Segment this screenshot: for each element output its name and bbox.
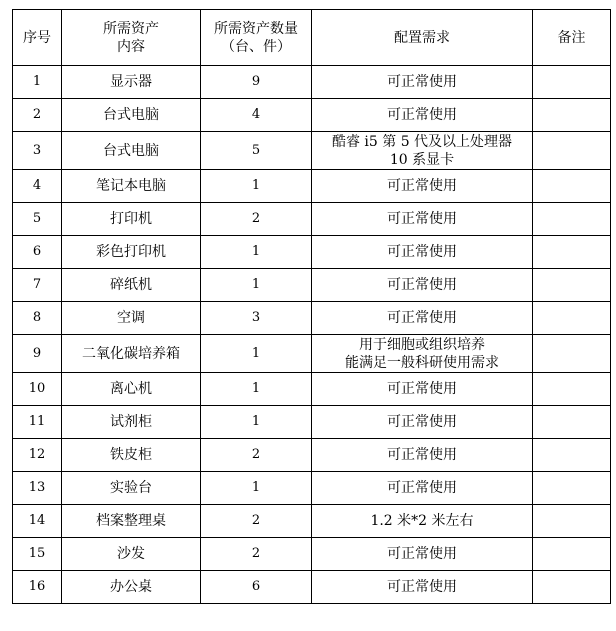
cell-no: 15 <box>13 538 62 571</box>
requirement-line: 可正常使用 <box>387 546 457 562</box>
cell-quantity: 9 <box>201 66 312 99</box>
table-row <box>13 269 611 302</box>
table-row <box>13 505 611 538</box>
cell-no: 13 <box>13 472 62 505</box>
table-row <box>13 302 611 335</box>
cell-requirement <box>312 373 533 406</box>
cell-asset-name: 碎纸机 <box>62 269 201 302</box>
cell-quantity: 1 <box>201 170 312 203</box>
cell-requirement <box>312 170 533 203</box>
cell-asset-name: 办公桌 <box>62 571 201 604</box>
requirement-line: 可正常使用 <box>387 579 457 595</box>
table-header <box>13 10 611 66</box>
header-row <box>13 10 611 66</box>
table-row <box>13 373 611 406</box>
cell-no: 1 <box>13 66 62 99</box>
cell-no: 12 <box>13 439 62 472</box>
cell-note <box>533 236 611 269</box>
table-body <box>13 66 611 604</box>
cell-quantity: 2 <box>201 439 312 472</box>
cell-requirement <box>312 505 533 538</box>
header-no: 序号 <box>13 10 62 66</box>
table-row <box>13 170 611 203</box>
header-note: 备注 <box>533 10 611 66</box>
cell-asset-name: 沙发 <box>62 538 201 571</box>
cell-quantity: 1 <box>201 236 312 269</box>
cell-note <box>533 335 611 373</box>
cell-note <box>533 406 611 439</box>
cell-asset-name: 空调 <box>62 302 201 335</box>
cell-quantity: 5 <box>201 132 312 170</box>
table-row <box>13 538 611 571</box>
cell-no: 8 <box>13 302 62 335</box>
requirement-line: 可正常使用 <box>387 277 457 293</box>
cell-asset-name: 档案整理桌 <box>62 505 201 538</box>
table-row <box>13 99 611 132</box>
cell-no: 5 <box>13 203 62 236</box>
cell-requirement <box>312 439 533 472</box>
cell-requirement <box>312 406 533 439</box>
requirement-line: 酷睿 i5 第 5 代及以上处理器 <box>331 133 513 150</box>
cell-note <box>533 373 611 406</box>
requirement-line: 可正常使用 <box>387 414 457 430</box>
cell-asset-name: 台式电脑 <box>62 132 201 170</box>
header-requirement: 配置需求 <box>312 10 533 66</box>
cell-quantity: 1 <box>201 373 312 406</box>
cell-no: 14 <box>13 505 62 538</box>
cell-note <box>533 170 611 203</box>
cell-note <box>533 505 611 538</box>
requirement-line: 可正常使用 <box>387 480 457 496</box>
cell-requirement <box>312 571 533 604</box>
cell-asset-name: 彩色打印机 <box>62 236 201 269</box>
requirement-line: 用于细胞或组织培养 <box>359 336 485 353</box>
cell-no: 7 <box>13 269 62 302</box>
cell-asset-name: 显示器 <box>62 66 201 99</box>
cell-quantity: 3 <box>201 302 312 335</box>
cell-quantity: 1 <box>201 269 312 302</box>
cell-requirement <box>312 269 533 302</box>
cell-requirement <box>312 335 533 373</box>
cell-quantity: 1 <box>201 335 312 373</box>
requirement-line: 可正常使用 <box>387 178 457 194</box>
table-row <box>13 571 611 604</box>
cell-quantity: 2 <box>201 538 312 571</box>
cell-asset-name: 实验台 <box>62 472 201 505</box>
cell-note <box>533 66 611 99</box>
cell-note <box>533 203 611 236</box>
cell-no: 9 <box>13 335 62 373</box>
header-asset-name: 所需资产 内容 <box>62 10 201 66</box>
cell-asset-name: 试剂柜 <box>62 406 201 439</box>
cell-no: 3 <box>13 132 62 170</box>
cell-no: 10 <box>13 373 62 406</box>
table-row <box>13 406 611 439</box>
cell-asset-name: 笔记本电脑 <box>62 170 201 203</box>
header-quantity: 所需资产数量 （台、件） <box>201 10 312 66</box>
cell-note <box>533 99 611 132</box>
cell-requirement <box>312 99 533 132</box>
cell-requirement <box>312 66 533 99</box>
asset-requirements-table <box>12 9 611 604</box>
table-row <box>13 66 611 99</box>
cell-note <box>533 269 611 302</box>
cell-asset-name: 二氧化碳培养箱 <box>62 335 201 373</box>
cell-asset-name: 离心机 <box>62 373 201 406</box>
table-row <box>13 335 611 373</box>
cell-no: 16 <box>13 571 62 604</box>
cell-note <box>533 472 611 505</box>
table-row <box>13 472 611 505</box>
requirement-line: 能满足一般科研使用需求 <box>345 354 499 371</box>
cell-note <box>533 439 611 472</box>
cell-note <box>533 571 611 604</box>
cell-asset-name: 铁皮柜 <box>62 439 201 472</box>
cell-quantity: 2 <box>201 505 312 538</box>
requirement-line: 10 系显卡 <box>389 151 455 168</box>
cell-quantity: 2 <box>201 203 312 236</box>
cell-no: 6 <box>13 236 62 269</box>
requirement-line: 可正常使用 <box>387 447 457 463</box>
table-row <box>13 132 611 170</box>
cell-no: 11 <box>13 406 62 439</box>
requirement-line: 可正常使用 <box>387 107 457 123</box>
cell-asset-name: 台式电脑 <box>62 99 201 132</box>
cell-quantity: 1 <box>201 406 312 439</box>
cell-quantity: 4 <box>201 99 312 132</box>
requirement-line: 可正常使用 <box>387 211 457 227</box>
table-row <box>13 439 611 472</box>
cell-requirement <box>312 538 533 571</box>
cell-note <box>533 302 611 335</box>
cell-requirement <box>312 203 533 236</box>
cell-no: 2 <box>13 99 62 132</box>
requirement-line: 可正常使用 <box>387 381 457 397</box>
requirement-line: 1.2 米*2 米左右 <box>370 513 474 529</box>
cell-note <box>533 132 611 170</box>
cell-no: 4 <box>13 170 62 203</box>
cell-requirement <box>312 302 533 335</box>
requirement-line: 可正常使用 <box>387 310 457 326</box>
cell-asset-name: 打印机 <box>62 203 201 236</box>
cell-requirement <box>312 236 533 269</box>
requirement-line: 可正常使用 <box>387 244 457 260</box>
table-row <box>13 236 611 269</box>
requirement-line: 可正常使用 <box>387 74 457 90</box>
cell-quantity: 6 <box>201 571 312 604</box>
cell-quantity: 1 <box>201 472 312 505</box>
cell-note <box>533 538 611 571</box>
cell-requirement <box>312 472 533 505</box>
table-row <box>13 203 611 236</box>
cell-requirement <box>312 132 533 170</box>
